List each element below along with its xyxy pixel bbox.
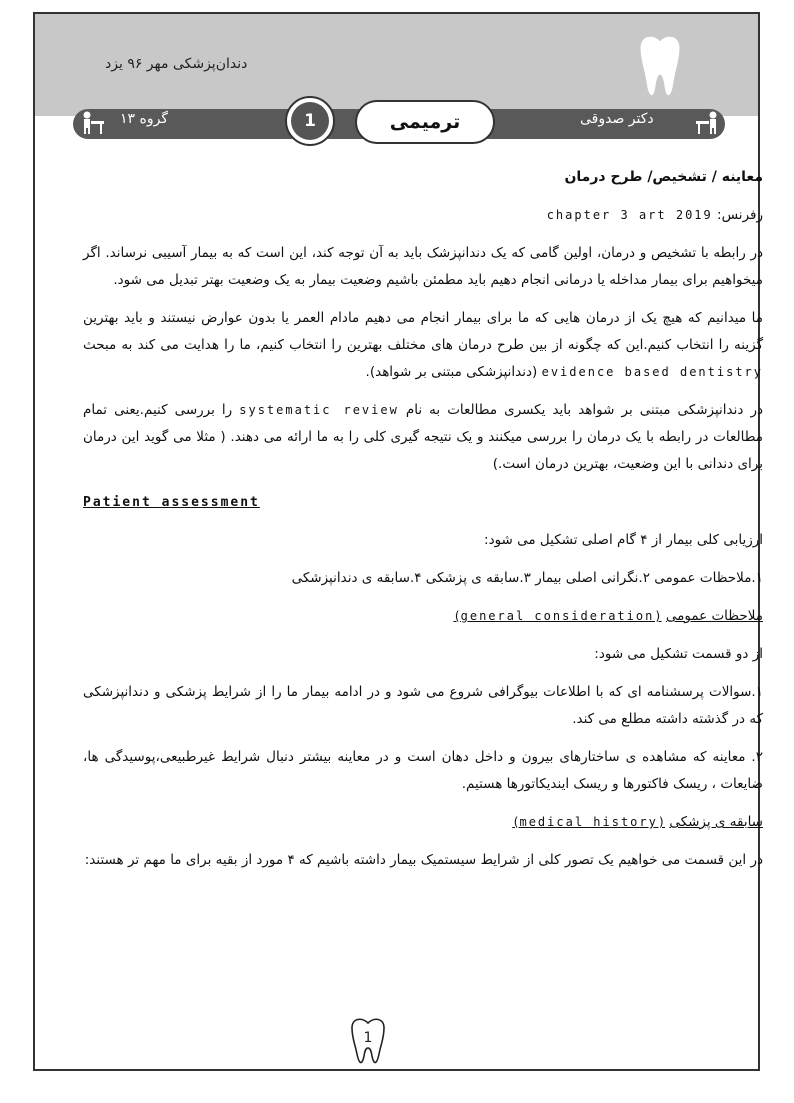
paragraph-text: ما میدانیم که هیچ یک از درمان هایی که ما برای بیمار انجام می دهیم مادام العمر یا بدون عوارض نیستند و باید بهترین گزینه را انتخاب کنیم.این که چگونه از بین طرح درمان های مختلف بهترین را انتخاب کنیم، ما را هدایت می کند به مبحث (83, 310, 763, 353)
session-badge (285, 96, 335, 146)
subheading-fa: ملاحظات عمومی (665, 608, 763, 624)
person-desk-icon (693, 110, 721, 136)
person-desk-icon (79, 110, 107, 136)
term-systematic-review: systematic review (239, 403, 399, 417)
list-item: ۲. معاینه که مشاهده ی ساختارهای بیرون و داخل دهان است و در معاینه بیشتر دنبال شرایط غیرطبیعی،پوسیدگی ها، ضایعات ، ریسک فاکتورها و ریسک ایندیکاتورها هستیم. (83, 749, 763, 792)
subheading (83, 809, 763, 836)
paragraph (83, 305, 763, 386)
subheading-en: (medical history) (512, 815, 666, 829)
document-body (83, 164, 763, 885)
term-evidence-based: evidence based dentistry (541, 365, 763, 379)
paragraph-text: در دندانپزشکی مبتنی بر شواهد باید یکسری مطالعات به نام (405, 402, 763, 418)
reference-line (83, 202, 763, 229)
tooth-icon (635, 34, 685, 102)
section-title: معاینه / تشخیص/ طرح درمان (564, 169, 763, 185)
paragraph: در این قسمت می خواهیم یک تصور کلی از شرایط سیستمیک بیمار داشته باشیم که ۴ مورد از بقیه برای ما مهم تر هستند: (84, 852, 763, 868)
group-label: گروه ۱۳ (120, 111, 168, 127)
list-item: ۱.سوالات پرسشنامه ای که با اطلاعات بیوگرافی شروع می شود و در ادامه بیمار ما را از شرایط پزشکی و دندانپزشکی که در گذشته داشته مطلع می کند. (83, 684, 763, 727)
session-number: 1 (291, 102, 329, 140)
section-heading: Patient assessment (83, 495, 260, 510)
paragraph: در رابطه با تشخیص و درمان، اولین گامی که یک دندانپزشک باید به آن توجه کند، این است که به بیمار آسیبی نرساند. اگر میخواهیم برای بیمار مداخله یا درمانی انجام دهیم باید مطمئن باشیم وضعیت بیمار به یک وضعیت بهتر تبدیل می شود. (83, 245, 763, 288)
reference-label: رفرنس: (717, 207, 763, 223)
school-title: دندان‌پزشکی مهر ۹۶ یزد (105, 56, 248, 72)
subheading-fa: سابقه ی پزشکی (669, 814, 763, 830)
paragraph-text: را بررسی کنیم.یعنی تمام مطالعات در رابطه با یک درمان را بررسی میکنند و یک نتیجه گیری کلی را به ما ارائه می دهند. ( مثلا می گوید این درمان برای دندانی با این وضعیت، بهترین درمان است.) (83, 402, 763, 472)
doctor-label: دکتر صدوقی (580, 111, 654, 127)
paragraph-text: (دندانپزشکی مبتنی بر شواهد). (365, 364, 538, 380)
paragraph: ۱.ملاحظات عمومی ۲.نگرانی اصلی بیمار ۳.سابقه ی پزشکی ۴.سابقه ی دندانپزشکی (291, 570, 763, 586)
course-title: ترمیمی (355, 100, 495, 144)
page-number: 1 (363, 1030, 373, 1046)
paragraph (83, 397, 763, 478)
paragraph: از دو قسمت تشکیل می شود: (594, 646, 763, 662)
paragraph: ارزیابی کلی بیمار از ۴ گام اصلی تشکیل می شود: (484, 532, 763, 548)
subheading-en: (general consideration) (453, 609, 662, 623)
tooth-icon (346, 1016, 390, 1066)
section-heading-row (83, 489, 763, 516)
page-frame (33, 12, 763, 1071)
reference-value: chapter 3 art 2019 (546, 208, 713, 222)
subheading (83, 603, 763, 630)
